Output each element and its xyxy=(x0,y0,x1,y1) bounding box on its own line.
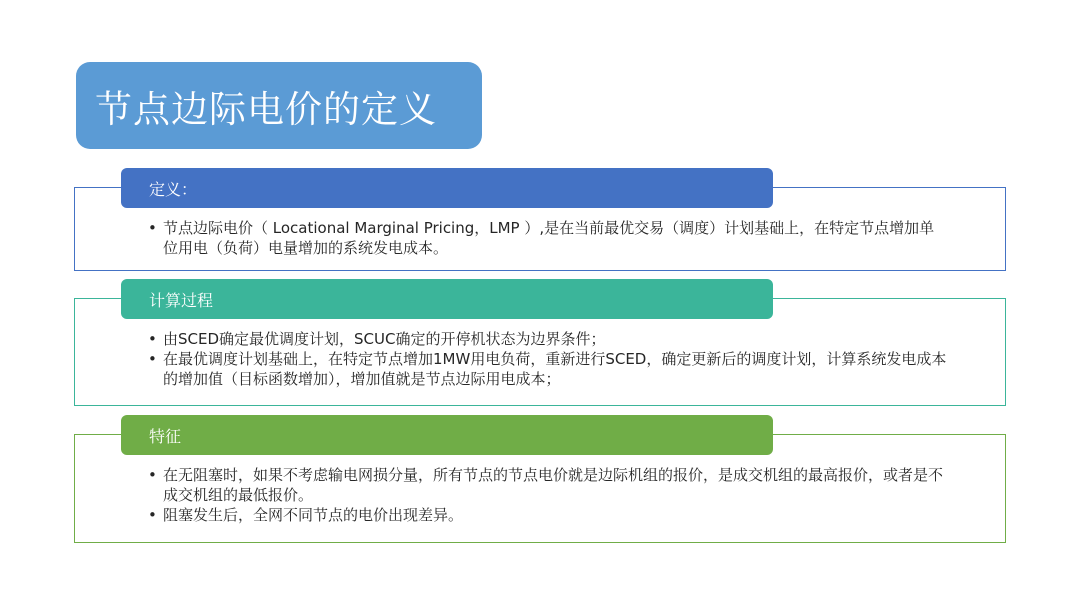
definition-section-header xyxy=(121,168,773,208)
features-header-label: 特征 xyxy=(149,426,182,446)
calculation-bullet-list xyxy=(148,329,948,389)
page-title: 节点边际电价的定义 xyxy=(95,87,437,131)
list-item: • 在无阻塞时，如果不考虑输电网损分量，所有节点的节点电价就是边际机组的报价，是成交机组的最高报价，或者是不成交机组的最低报价。 xyxy=(148,465,948,505)
list-item: • 在最优调度计划基础上，在特定节点增加1MW用电负荷，重新进行SCED，确定更新后的调度计划，计算系统发电成本的增加值（目标函数增加），增加值就是节点边际用电成本； xyxy=(148,349,948,389)
list-item: • 由SCED确定最优调度计划，SCUC确定的开停机状态为边界条件； xyxy=(148,329,948,349)
calculation-section-header xyxy=(121,279,773,319)
list-item: • 阻塞发生后，全网不同节点的电价出现差异。 xyxy=(148,505,948,525)
title-banner xyxy=(76,62,482,149)
features-bullet-list xyxy=(148,465,948,525)
definition-bullet-list xyxy=(148,218,948,258)
calculation-header-label: 计算过程 xyxy=(149,290,214,310)
features-section-header xyxy=(121,415,773,455)
definition-header-label: 定义： xyxy=(149,179,198,199)
list-item: • 节点边际电价（ Locational Marginal Pricing，LMP ）,是在当前最优交易（调度）计划基础上，在特定节点增加单位用电（负荷）电量增加的系统发电成本。 xyxy=(148,218,948,258)
